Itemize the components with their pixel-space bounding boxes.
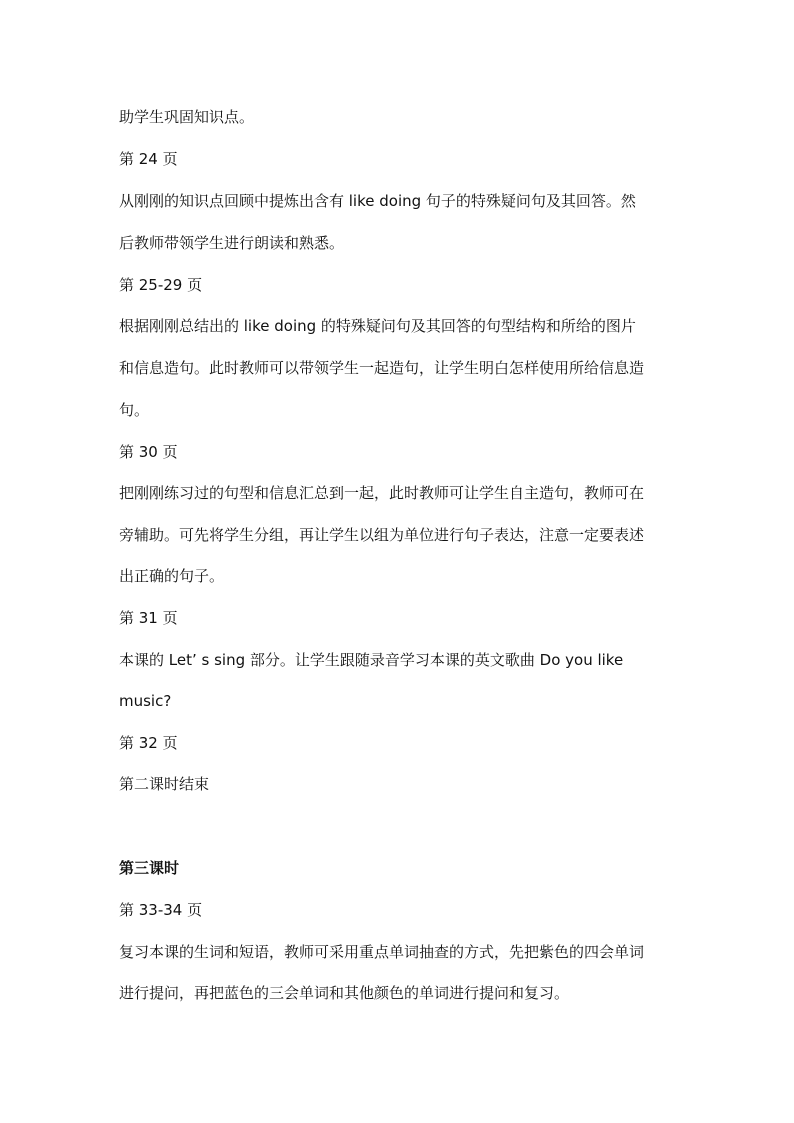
page-ref-32: 第 32 页: [119, 734, 178, 752]
page-ref-33-34: 第 33-34 页: [119, 901, 203, 919]
section-end: 第二课时结束: [119, 775, 210, 793]
text-line: music?: [119, 692, 172, 710]
page-ref-25-29: 第 25-29 页: [119, 276, 203, 294]
section-heading: 第三课时: [119, 859, 180, 877]
text-line: 进行提问，再把蓝色的三会单词和其他颜色的单词进行提问和复习。: [119, 984, 570, 1002]
page-ref-30: 第 30 页: [119, 443, 178, 461]
text-line: 复习本课的生词和短语，教师可采用重点单词抽查的方式，先把紫色的四会单词: [119, 943, 645, 961]
text-line: 根据刚刚总结出的 like doing 的特殊疑问句及其回答的句型结构和所给的图片: [119, 317, 636, 335]
page-ref-31: 第 31 页: [119, 609, 178, 627]
page-ref-24: 第 24 页: [119, 150, 178, 168]
text-line: 句。: [119, 401, 150, 419]
text-line: 后教师带领学生进行朗读和熟悉。: [119, 234, 345, 252]
text-line: 把刚刚练习过的句型和信息汇总到一起，此时教师可让学生自主造句，教师可在: [119, 484, 645, 502]
text-line: 旁辅助。可先将学生分组，再让学生以组为单位进行句子表达，注意一定要表述: [119, 526, 645, 544]
text-line: 助学生巩固知识点。: [119, 108, 255, 126]
text-line: 从刚刚的知识点回顾中提炼出含有 like doing 句子的特殊疑问句及其回答。然: [119, 192, 636, 210]
text-line: 出正确的句子。: [119, 567, 225, 585]
text-line: 本课的 Let’ s sing 部分。让学生跟随录音学习本课的英文歌曲 Do you like: [119, 651, 624, 669]
text-line: 和信息造句。此时教师可以带领学生一起造句，让学生明白怎样使用所给信息造: [119, 359, 645, 377]
